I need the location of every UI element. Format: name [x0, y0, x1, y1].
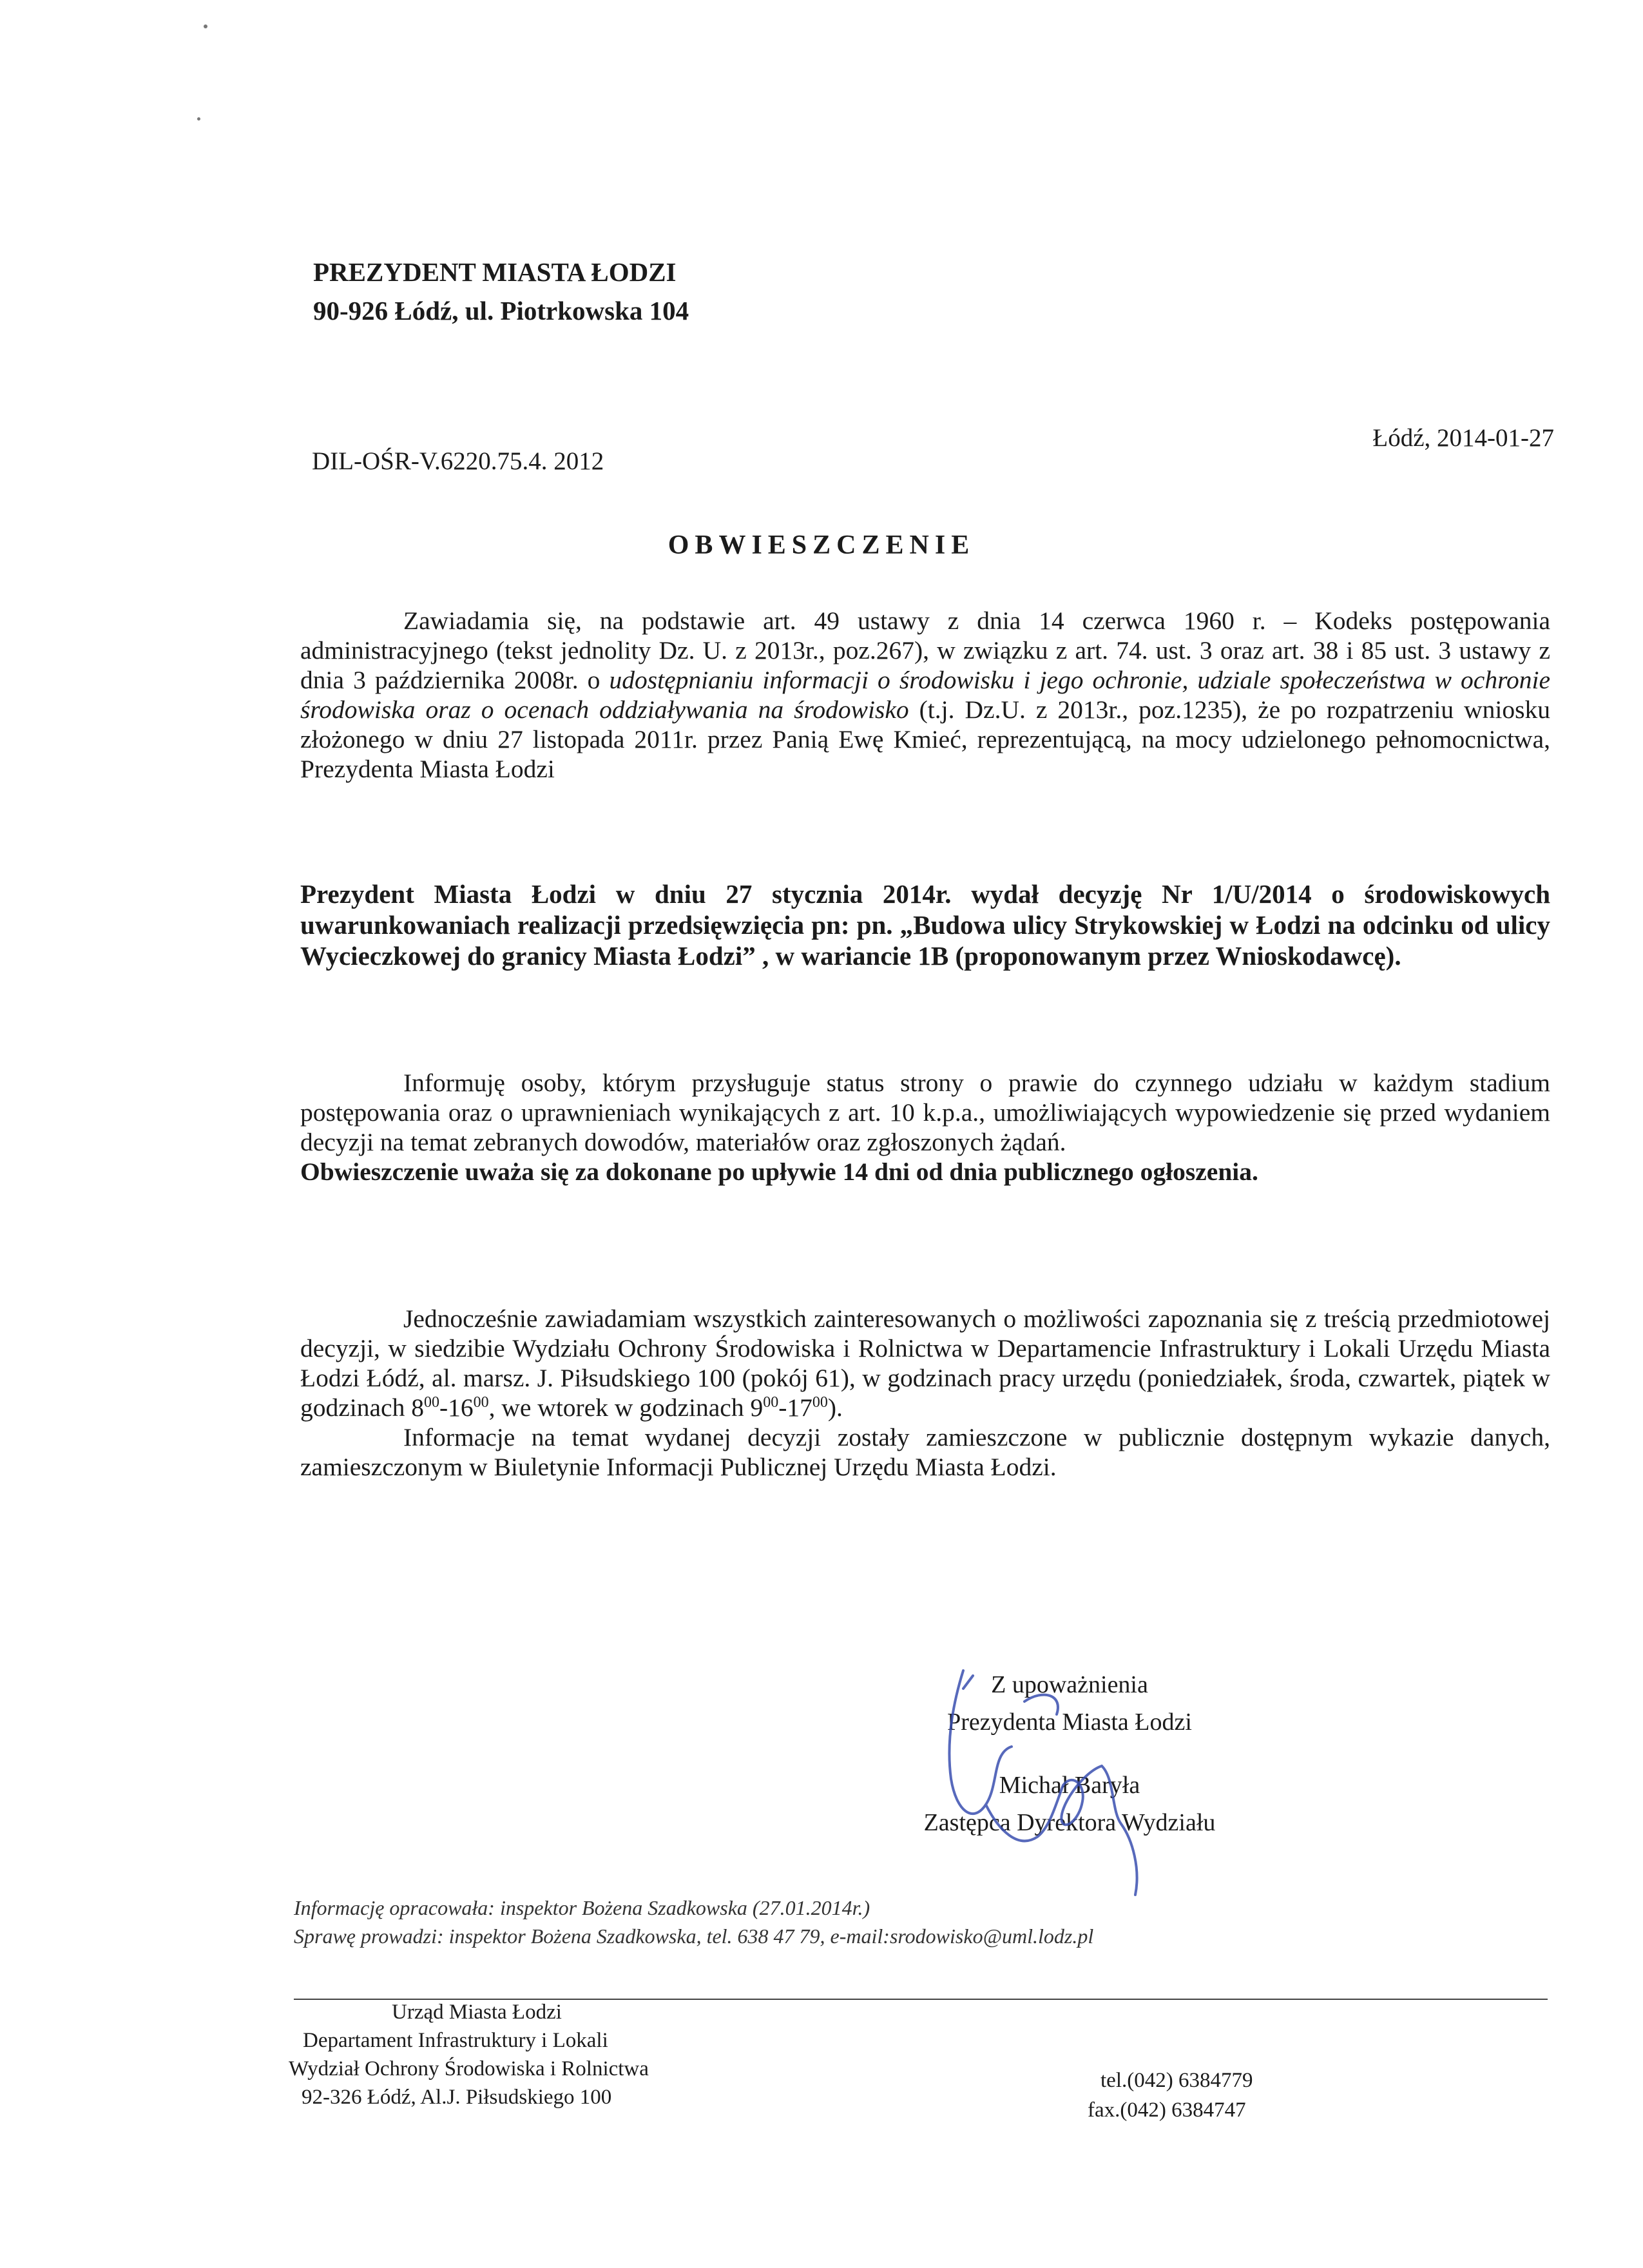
paragraph-decision	[300, 878, 1550, 971]
footer-address	[289, 1998, 649, 2111]
document-date: Łódź, 2014-01-27	[1372, 424, 1554, 452]
authorizer-line: Prezydenta Miasta Łodzi	[947, 1709, 1192, 1736]
prepared-by: Informację opracowała: inspektor Bożena Szadkowska (27.01.2014r.)	[294, 1896, 870, 1919]
rights-text: Informuję osoby, którym przysługuje status strony o prawie do czynnego udziału w każdym stadium postępowania oraz o uprawnieniach wynikających z art. 10 k.p.a., umożliwiających wypowiedzenie się przed wydaniem decyzji na temat zebranych dowodów, materiałów oraz zgłoszonych żądań.	[300, 1069, 1550, 1156]
act-title: udostępnianiu informacji o środowisku i jego ochronie, udziale społeczeństwa w ochronie środowiska oraz o ocenach oddziaływania na środowisko	[300, 666, 1551, 724]
hours-sup: 00	[812, 1394, 828, 1411]
document-title: OBWIESZCZENIE	[668, 530, 975, 560]
publication-clause: Obwieszczenie uważa się za dokonane po upływie 14 dni od dnia publicznego ogłoszenia.	[300, 1158, 1258, 1186]
paragraph-rights	[300, 1068, 1550, 1187]
issuer-name: PREZYDENT MIASTA ŁODZI	[313, 257, 677, 287]
paragraph-notice-text-b: (t.j. Dz.U. z 2013r., poz.1235), że po rozpatrzeniu wniosku złożonego w dniu 27 listopada 2011r. przez Panią Ewę Kmieć, reprezentującą, na mocy udzielonego pełnomocnictwa, Prezydenta Miasta Łodzi	[300, 695, 1550, 783]
prepared-by-notes	[294, 1894, 1093, 1950]
telephone: tel.(042) 6384779	[1100, 2069, 1253, 2092]
signatory-position: Zastępca Dyrektora Wydziału	[923, 1809, 1216, 1836]
paragraph-inspection	[300, 1304, 1550, 1482]
address-line: Urząd Miasta Łodzi	[392, 2001, 562, 2024]
issuer-address: 90-926 Łódź, ul. Piotrkowska 104	[313, 296, 689, 325]
hours-close: ).	[827, 1393, 843, 1422]
paragraph-notice	[300, 606, 1550, 784]
authorization-line: Z upoważnienia	[991, 1671, 1148, 1698]
decision-text: Prezydent Miasta Łodzi w dniu 27 stycznia 2014r. wydał decyzję Nr 1/U/2014 o środowiskowych uwarunkowaniach realizacji przedsięwzięcia pn: pn. „Budowa ulicy Strykowskiej w Łodzi na odcinku od ulicy Wycieczkowej do granicy Miasta Łodzi” , w wariancie 1B (proponowanym przez Wnioskodawcę).	[300, 879, 1550, 971]
scan-speck	[204, 24, 207, 28]
hours-connector: , we wtorek w godzinach	[488, 1393, 751, 1422]
handled-by: Sprawę prowadzi: inspektor Bożena Szadkowska, tel. 638 47 79, e-mail:srodowisko@uml.lodz.pl	[294, 1924, 1094, 1948]
hours-sup: 00	[763, 1394, 779, 1411]
paragraph-notice-text-a: Zawiadamia się, na podstawie art. 49 ustawy z dnia 14 czerwca 1960 r. – Kodeks postępowania administracyjnego (tekst jednolity Dz. U. z 2013r., poz.267), w związku z art. 74. ust. 3 oraz art. 38 i 85 ust. 3 ustawy z dnia 3 października 2008r. o	[300, 606, 1550, 694]
handwritten-signature	[889, 1663, 1198, 1921]
hours-sup: 00	[423, 1394, 439, 1411]
fax: fax.(042) 6384747	[1088, 2098, 1246, 2122]
address-line: Wydział Ochrony Środowiska i Rolnictwa	[289, 2057, 649, 2080]
reference-number: DIL-OŚR-V.6220.75.4. 2012	[312, 447, 604, 475]
hours-end-1: -16	[439, 1393, 474, 1422]
scan-speck	[197, 117, 200, 121]
hours-end-2: -17	[778, 1393, 812, 1422]
hours-start-1: 8	[411, 1393, 424, 1422]
signatory-name: Michał Baryła	[999, 1772, 1140, 1799]
inspection-text: Jednocześnie zawiadamiam wszystkich zainteresowanych o możliwości zapoznania się z treścią przedmiotowej decyzji, w siedzibie Wydziału Ochrony Środowiska i Rolnictwa w Departamencie Infrastruktury i Lokali Urzędu Miasta Łodzi Łódź, al. marsz. J. Piłsudskiego 100 (pokój 61), w godzinach pracy urzędu (poniedziałek, środa, czwartek, piątek w godzinach	[300, 1304, 1550, 1422]
footer-contact	[1088, 2066, 1253, 2125]
hours-start-2: 9	[750, 1393, 764, 1422]
bip-info: Informacje na temat wydanej decyzji zostały zamieszczone w publicznie dostępnym wykazie danych, zamieszczonym w Biuletynie Informacji Publicznej Urzędu Miasta Łodzi.	[300, 1423, 1550, 1481]
address-line: 92-326 Łódź, Al.J. Piłsudskiego 100	[302, 2086, 612, 2109]
address-line: Departament Infrastruktury i Lokali	[303, 2029, 608, 2052]
hours-sup: 00	[473, 1394, 489, 1411]
issuer-header	[313, 253, 689, 330]
